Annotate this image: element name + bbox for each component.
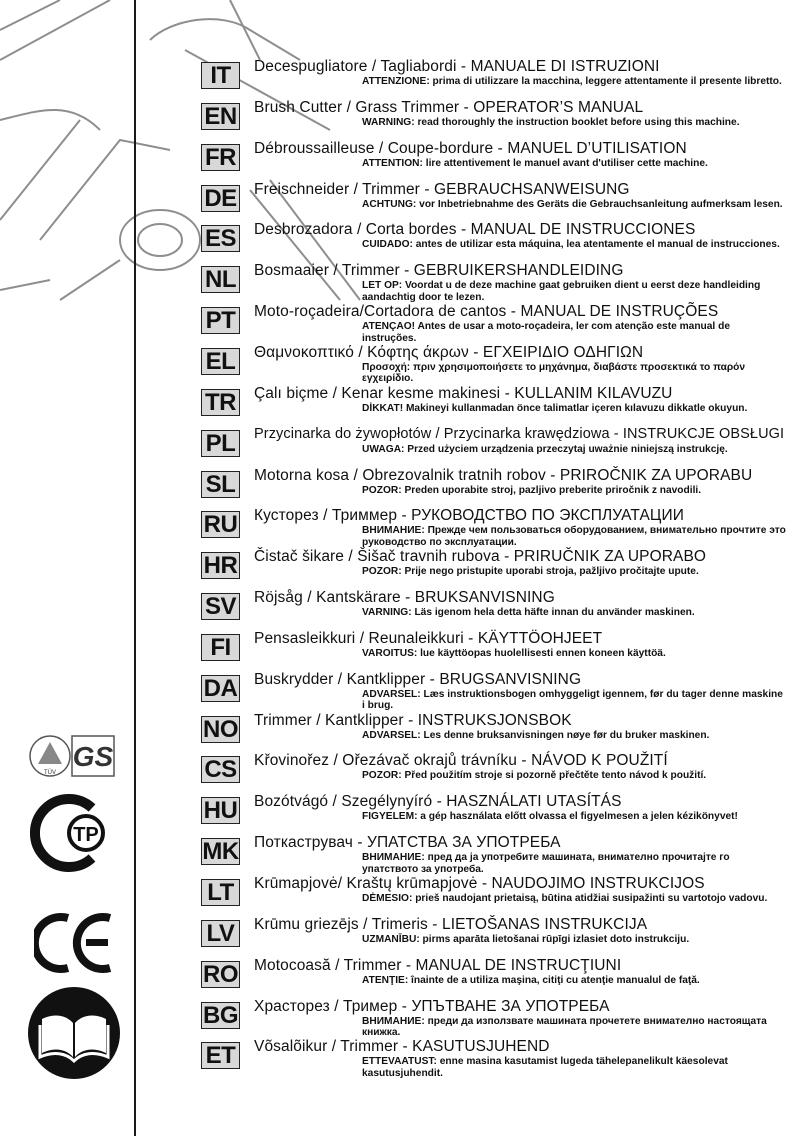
language-entry: [0, 98, 802, 143]
warning-text: ATENŢIE: înainte de a utiliza maşina, citiţi cu atenţie manualul de faţă.: [362, 974, 700, 986]
language-code-badge: HU: [201, 797, 240, 824]
language-entry: [0, 834, 802, 878]
manual-title: Võsalõikur / Trimmer - KASUTUSJUHEND: [254, 1038, 550, 1056]
language-code-badge: EL: [201, 348, 240, 375]
manual-title: Pensasleikkuri / Reunaleikkuri - KÄYTTÖOHJEET: [254, 629, 603, 647]
language-code-badge: BG: [203, 1001, 238, 1029]
manual-title: Bosmaaier / Trimmer - GEBRUIKERSHANDLEIDING: [254, 262, 624, 280]
language-code-badge: TR: [201, 389, 240, 416]
language-entry: [0, 915, 802, 960]
warning-text: ATTENZIONE: prima di utilizzare la macchina, leggere attentamente il presente libretto.: [362, 76, 782, 87]
language-code-badge: CS: [201, 756, 240, 783]
warning-text: ATTENTION: lire attentivement le manuel avant d'utiliser cette machine.: [362, 157, 708, 169]
language-code-badge: SL: [201, 471, 240, 498]
warning-text: POZOR: Preden uporabite stroj, pazljivo preberite priročnik z navodili.: [362, 484, 702, 496]
manual-title: Brush Cutter / Grass Trimmer - OPERATOR’S MANUAL: [254, 98, 644, 116]
manual-title: Desbrozadora / Corta bordes - MANUAL DE INSTRUCCIONES: [254, 221, 696, 239]
language-code-badge: IT: [201, 62, 240, 89]
manual-title: Θαμνοκοπτικό / Κόφτης άκρων - ΕΓΧΕΙΡΙΔΙΟ ΟΔΗΓΙΩΝ: [254, 343, 644, 361]
manual-title: Decespugliatore / Tagliabordi - MANUALE DI ISTRUZIONI: [254, 58, 660, 75]
language-entry: [0, 752, 802, 796]
language-code-badge: LV: [201, 920, 240, 947]
read-manual-icon: [26, 985, 122, 1081]
warning-text: WARNING: read thoroughly the instruction booklet before using this machine.: [362, 116, 740, 128]
language-entry: [0, 711, 802, 756]
manual-title: Motorna kosa / Obrezovalnik tratnih robov - PRIROČNIK ZA UPORABU: [254, 466, 753, 484]
language-entry: [0, 180, 802, 225]
manual-title: Кусторез / Триммер - РУКОВОДСТВО ПО ЭКСПЛУАТАЦИИ: [254, 507, 684, 525]
ce-marking: [34, 912, 118, 974]
warning-text: LET OP: Voordat u de deze machine gaat gebruiken dient u eerst deze handleiding aandachtig door te lezen.: [362, 280, 761, 303]
warning-text: POZOR: Před použitím stroje si pozorně přečtěte tento návod k použití.: [362, 770, 707, 782]
language-entry: [0, 507, 802, 551]
language-code-badge: MK: [202, 838, 239, 866]
manual-title: Débroussailleuse / Coupe-bordure - MANUEL D’UTILISATION: [254, 139, 687, 157]
gs-text: GS: [72, 741, 114, 772]
manual-title: Moto-roçadeira/Cortadora de cantos - MANUAL DE INSTRUÇÕES: [254, 303, 719, 321]
language-code-badge: PL: [201, 430, 240, 457]
warning-text: DĖMESIO: prieš naudojant prietaisą, būtina atidžiai susipažinti su vartotojo vadovu.: [362, 893, 768, 904]
language-code-badge: DE: [201, 185, 240, 212]
gs-tuv-certification-logo: [28, 732, 118, 780]
tuv-text: TÜV: [44, 770, 56, 776]
warning-text: ADVARSEL: Les denne bruksanvisningen nøye før du bruker maskinen.: [362, 729, 710, 741]
warning-text: ATENÇAO! Antes de usar a moto-roçadeira, ler com atenção este manual de instruções.: [362, 321, 730, 344]
manual-title: Поткаструвач - УПАТСТВА ЗА УПОТРЕБА: [254, 834, 561, 852]
manual-title: Krūmu griezējs / Trimeris - LIETOŠANAS INSTRUKCIJA: [254, 915, 648, 933]
language-entry: [0, 384, 802, 429]
language-entry: [0, 262, 802, 306]
warning-text: POZOR: Prije nego pristupite uporabi stroja, pažljivo pročitajte upute.: [362, 566, 699, 578]
manual-title: Trimmer / Kantklipper - INSTRUKSJONSBOK: [254, 711, 572, 729]
manual-title: Röjsåg / Kantskärare - BRUKSANVISNING: [254, 589, 555, 607]
warning-text: FIGYELEM: a gép használata előtt olvassa el figyelmesen a jelen kézikönyvet!: [362, 811, 738, 823]
language-code-badge: FR: [201, 144, 240, 171]
language-entry: [0, 425, 802, 470]
language-code-badge: DA: [201, 675, 240, 702]
language-code-badge: FI: [201, 634, 240, 661]
manual-title: Křovinořez / Ořezávač okrajů trávníku - NÁVOD K POUŽITÍ: [254, 752, 668, 770]
manual-title: Buskrydder / Kantklipper - BRUGSANVISNING: [254, 670, 582, 688]
warning-text: ADVARSEL: Læs instruktionsbogen omhyggeligt igennem, før du tager denne maskine i brug.: [362, 688, 783, 712]
warning-text: ACHTUNG: vor Inbetriebnahme des Geräts die Gebrauchsanleitung aufmerksam lesen.: [362, 198, 783, 210]
warning-text: Προσοχή: πριν χρησιμοποιήσετε το μηχάνημα, διαβάστε προσεκτικά το παρόν εγχειρίδιο.: [362, 361, 746, 385]
language-entry: [0, 343, 802, 388]
language-entry: [0, 589, 802, 633]
manual-title: Çalı biçme / Kenar kesme makinesi - KULLANIM KILAVUZU: [254, 384, 673, 402]
language-entry: [0, 629, 802, 674]
language-code-badge: NO: [203, 715, 238, 743]
warning-text: ETTEVAATUST: enne masina kasutamist lugeda tähelepanelikult käesolevat kasutusjuhendit.: [362, 1056, 728, 1079]
language-entry: [0, 875, 802, 919]
warning-text: CUIDADO: antes de utilizar esta máquina, lea atentamente el manual de instrucciones.: [362, 239, 780, 251]
language-code-badge: EN: [201, 103, 240, 130]
manual-title: Храсторез / Тример - УПЪТВАНЕ ЗА УПОТРЕБА: [254, 997, 610, 1015]
language-code-badge: HR: [201, 552, 240, 579]
language-entry: [0, 548, 802, 592]
warning-text: UZMANĪBU: pirms aparāta lietošanai rūpīgi izlasiet doto instrukciju.: [362, 933, 690, 945]
language-entry: [0, 466, 802, 511]
language-code-badge: ET: [201, 1042, 240, 1069]
language-entry: [0, 58, 802, 102]
warning-text: ВНИМАНИЕ: Прежде чем пользоваться оборудованием, внимательно прочтите это руководство по эксплуатации.: [362, 525, 786, 548]
warning-text: VAROITUS: lue käyttöopas huolellisesti ennen koneen käyttöä.: [362, 647, 666, 659]
ce-text: CE: [34, 912, 36, 913]
manual-title: Čistač šikare / Šišač travnih rubova - PRIRUČNIK ZA UPORABO: [254, 548, 707, 566]
manual-title: Freischneider / Trimmer - GEBRAUCHSANWEISUNG: [254, 180, 630, 198]
warning-text: ВНИМАНИЕ: преди да използвате машината прочетете внимателно настоящата книжка.: [362, 1015, 767, 1039]
language-entry: [0, 303, 802, 347]
language-code-badge: LT: [201, 879, 240, 906]
language-code-badge: RU: [201, 511, 240, 538]
language-entry: [0, 793, 802, 837]
manual-title: Krūmapjovė/ Kraštų krūmapjovė - NAUDOJIMO INSTRUKCIJOS: [254, 875, 705, 892]
language-entry: [0, 139, 802, 184]
language-code-badge: RO: [203, 960, 238, 988]
language-entry: [0, 670, 802, 715]
language-code-badge: ES: [201, 225, 240, 252]
warning-text: DİKKAT! Makineyi kullanmadan önce talimatlar içeren kılavuzu dikkatle okuyun.: [362, 402, 748, 414]
manual-title: Motocoasă / Trimmer - MANUAL DE INSTRUCŢIUNI: [254, 956, 622, 974]
language-code-badge: NL: [201, 266, 240, 293]
warning-text: ВНИМАНИЕ: пред да ја употребите машината, внимателно прочитајте го упатството за употреба.: [362, 852, 730, 875]
manual-title: Przycinarka do żywopłotów / Przycinarka krawędziowa - INSTRUKCJE OBSŁUGI: [254, 425, 785, 442]
language-code-badge: PT: [201, 307, 240, 334]
manual-title: Bozótvágó / Szegélynyíró - HASZNÁLATI UTASÍTÁS: [254, 793, 622, 811]
warning-text: VARNING: Läs igenom hela detta häfte innan du använder maskinen.: [362, 607, 695, 619]
warning-text: UWAGA: Przed użyciem urządzenia przeczytaj uważnie niniejszą instrukcję.: [362, 443, 728, 455]
gost-certification-logo: [22, 788, 112, 878]
language-entry: [0, 221, 802, 265]
language-code-badge: SV: [201, 593, 240, 620]
gost-text: ТР: [73, 824, 99, 846]
